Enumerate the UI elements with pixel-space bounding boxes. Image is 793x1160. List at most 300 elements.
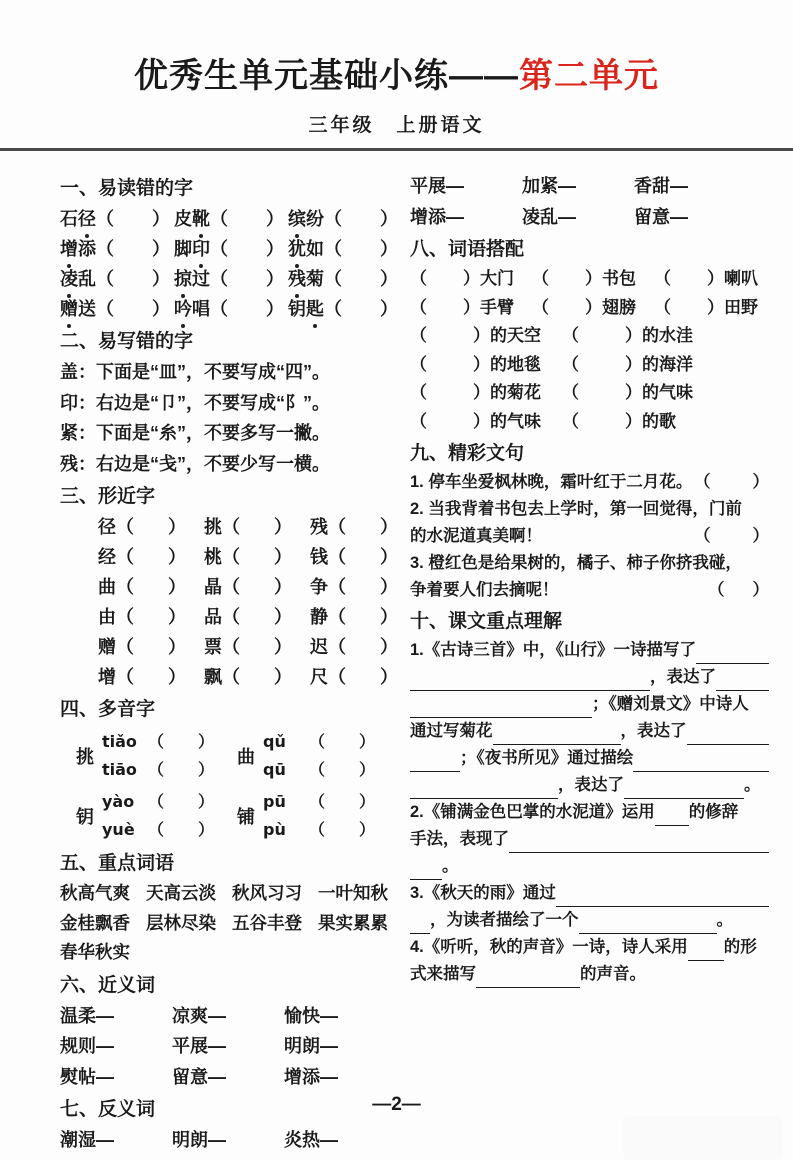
paren-close: ）: [473, 326, 490, 345]
word-char: 犹: [288, 234, 306, 264]
word-text: [98, 602, 116, 632]
answer-paren: [328, 572, 398, 602]
paren-open: （: [708, 581, 725, 599]
word-text: [310, 632, 328, 662]
question-line: [410, 664, 769, 691]
paren-close: ）: [274, 667, 292, 687]
right-column: [410, 171, 769, 1156]
word-text: [60, 294, 96, 324]
question-line: [410, 772, 769, 799]
answer-paren: [148, 729, 214, 756]
word-text: [288, 204, 324, 234]
pinyin-text: yào: [102, 792, 135, 811]
question-item: [410, 496, 769, 550]
collocation-label: 田野: [724, 297, 758, 317]
keyword: 秋风习习: [232, 883, 302, 903]
paren-close: ）: [152, 239, 170, 259]
answer-paren: [694, 469, 769, 496]
match-item: 留意—: [172, 1066, 226, 1087]
section-heading: 九、精彩文句: [410, 443, 525, 464]
paren-open: （: [96, 299, 114, 319]
word-list-line: [60, 879, 398, 909]
paren-open: （: [96, 239, 114, 259]
pinyin-group: [237, 728, 398, 784]
section-heading: 一、易读错的字: [60, 178, 194, 199]
paren-open: （: [309, 734, 326, 751]
pinyin-text: tiāo: [102, 760, 137, 779]
collocation-item: [410, 265, 532, 294]
word-item: [310, 632, 398, 662]
paren-close: ）: [274, 607, 292, 627]
word-char: 残: [310, 517, 328, 537]
collocation-item: [532, 294, 654, 323]
paren-close: ）: [707, 269, 724, 288]
paren-open: （: [148, 734, 165, 751]
answer-paren: [96, 264, 170, 294]
paren-close: ）: [198, 734, 215, 751]
answer-paren: [309, 729, 375, 756]
pinyin-group: [237, 788, 398, 844]
paren-open: （: [410, 297, 427, 317]
word-list-line: [60, 938, 398, 968]
word-char: 掠: [174, 264, 192, 294]
collocation-label: 的歌: [642, 411, 676, 431]
word-text: [98, 632, 116, 662]
collocation-item: [654, 265, 769, 294]
paren-close: ）: [473, 411, 490, 431]
paren-open: （: [562, 383, 579, 402]
paren-close: ）: [380, 607, 398, 627]
question-text: 2. 当我背着书包去上学时，第一回觉得，门前: [410, 500, 742, 518]
paren-open: （: [222, 547, 240, 567]
answer-paren: [116, 632, 186, 662]
question-text: 。: [716, 911, 733, 929]
word-text: [310, 602, 328, 632]
pinyin-reading: [263, 816, 375, 844]
fill-blank: [696, 642, 769, 664]
answer-paren: [562, 408, 642, 437]
answer-paren: [328, 632, 398, 662]
word-text: [310, 572, 328, 602]
collocation-label: 的海洋: [642, 354, 693, 374]
question-line: [410, 853, 769, 880]
fill-blank: [410, 669, 650, 691]
paren-close: ）: [198, 822, 215, 839]
answer-paren: [324, 294, 398, 324]
paren-open: （: [309, 822, 326, 839]
paren-open: （: [309, 794, 326, 811]
question-text: 2.《铺满金色巴掌的水泥道》运用: [410, 803, 655, 821]
question-line: [410, 826, 769, 853]
question-text: 1. 停车坐爱枫林晚，霜叶红于二月花。: [410, 473, 693, 491]
match-item: 明朗—: [172, 1130, 226, 1150]
question-text: 争着要人们去摘呢！: [410, 581, 559, 599]
fill-blank: [493, 723, 621, 745]
watermark-remnant: [623, 1116, 783, 1160]
paren-open: （: [116, 637, 134, 657]
question-line: [410, 907, 769, 934]
paren-open: （: [410, 269, 427, 288]
answer-paren: [222, 602, 292, 632]
paren-open: （: [96, 269, 114, 289]
word-char: 过: [192, 269, 210, 289]
word-char: 菊: [306, 269, 324, 289]
word-item: [98, 662, 186, 692]
paren-close: ）: [380, 547, 398, 567]
pinyin-text: qū: [263, 760, 286, 779]
question-line: [410, 523, 769, 550]
note-line: 残：右边是“戋”，不要少写一横。: [60, 453, 330, 474]
paren-open: （: [148, 794, 165, 811]
word-char: 曲: [98, 577, 116, 597]
word-item: [98, 572, 186, 602]
answer-paren: [410, 265, 480, 294]
word-item: [288, 264, 398, 294]
paren-close: ）: [359, 822, 376, 839]
question-line: [410, 550, 769, 577]
pinyin-text: yuè: [102, 820, 135, 839]
question-line: [410, 577, 769, 604]
paren-open: （: [328, 547, 346, 567]
paren-close: ）: [380, 667, 398, 687]
paren-close: ）: [274, 547, 292, 567]
word-char: 经: [98, 547, 116, 567]
question-text: 。: [744, 776, 761, 794]
word-char: 吟: [174, 294, 192, 324]
paren-close: ）: [266, 209, 284, 229]
pinyin-headchar: 挑: [76, 747, 94, 767]
match-item: 潮湿—: [60, 1130, 114, 1150]
question-text: 通过写菊花: [410, 722, 493, 740]
question-item: [410, 637, 769, 799]
word-paren-row: [60, 542, 398, 572]
section-heading: 二、易写错的字: [60, 331, 194, 352]
word-paren-row: [60, 264, 398, 294]
paren-open: （: [116, 517, 134, 537]
paren-open: （: [562, 354, 579, 374]
paren-close: ）: [359, 794, 376, 811]
collocation-label: 的菊花: [490, 383, 541, 402]
collocation-label: 翅膀: [602, 297, 636, 317]
paren-close: ）: [198, 762, 215, 779]
page-number: —2—: [372, 1094, 421, 1115]
question-text: 式来描写: [410, 965, 476, 983]
paren-open: （: [222, 517, 240, 537]
match-item: 香甜—: [634, 176, 688, 196]
word-paren-row: [60, 602, 398, 632]
answer-paren: [410, 294, 480, 323]
answer-paren: [210, 234, 284, 264]
pinyin-headchar: 曲: [237, 747, 255, 767]
answer-paren: [532, 294, 602, 323]
answer-paren: [410, 379, 490, 408]
word-text: [204, 602, 222, 632]
word-char: 缤: [288, 204, 306, 234]
word-char: 挑: [204, 517, 222, 537]
paren-close: ）: [380, 209, 398, 229]
word-char: 皮: [174, 209, 192, 229]
collocation-item: [410, 379, 562, 408]
match-item: 愉快—: [284, 1005, 338, 1026]
answer-paren: [324, 204, 398, 234]
collocation-label: 的天空: [490, 326, 541, 345]
answer-paren: [222, 632, 292, 662]
word-text: [98, 572, 116, 602]
paren-open: （: [410, 411, 427, 431]
word-text: [98, 542, 116, 572]
section-heading: 五、重点词语: [60, 853, 175, 874]
question-text: 1.《古诗三首》中，《山行》一诗描写了: [410, 641, 697, 659]
page-subtitle: 三年级 上册语文: [308, 115, 485, 136]
paren-close: ）: [152, 209, 170, 229]
paren-close: ）: [168, 667, 186, 687]
paren-open: （: [222, 667, 240, 687]
word-char: 增: [98, 667, 116, 687]
paren-close: ）: [266, 269, 284, 289]
paren-open: （: [654, 269, 671, 288]
collocation-item: [410, 351, 562, 380]
paren-close: ）: [380, 517, 398, 537]
collocation-label: 大门: [480, 269, 514, 288]
word-char: 印: [192, 234, 210, 264]
question-text: ；《夜书所见》通过描绘: [460, 749, 634, 767]
paren-open: （: [210, 299, 228, 319]
paren-open: （: [116, 577, 134, 597]
word-text: [60, 234, 96, 264]
match-item: 加紧—: [522, 176, 576, 196]
pinyin-headchar: 铺: [237, 807, 255, 827]
question-line: [410, 718, 769, 745]
paren-close: ）: [198, 794, 215, 811]
paren-close: ）: [625, 326, 642, 345]
paren-close: ）: [380, 239, 398, 259]
fill-blank: [509, 831, 769, 853]
paren-open: （: [532, 269, 549, 288]
collocation-row: [410, 351, 769, 380]
word-item: [98, 632, 186, 662]
word-paren-row: [60, 204, 398, 234]
question-text: ；《赠刘景文》中诗人: [592, 695, 749, 713]
paren-open: （: [324, 269, 342, 289]
collocation-item: [410, 322, 562, 351]
answer-paren: [328, 602, 398, 632]
paren-open: （: [324, 209, 342, 229]
word-item: [60, 204, 170, 234]
collocation-label: 的气味: [490, 411, 541, 431]
word-char: 残: [288, 264, 306, 294]
question-line: [410, 961, 769, 988]
keyword: 天高云淡: [146, 883, 216, 903]
question-line: [410, 637, 769, 664]
word-item: [288, 294, 398, 324]
answer-paren: [328, 512, 398, 542]
word-char: 由: [98, 607, 116, 627]
paren-close: ）: [380, 269, 398, 289]
paren-close: ）: [152, 299, 170, 319]
pinyin-reading: [263, 788, 375, 816]
match-item: 平展—: [172, 1036, 226, 1056]
paren-open: （: [328, 577, 346, 597]
word-char: 品: [204, 607, 222, 627]
word-item: [60, 234, 170, 264]
answer-paren: [562, 322, 642, 351]
pinyin-group: [76, 728, 237, 784]
page-title-main: 优秀生单元基础小练——: [134, 57, 519, 95]
fill-blank: [655, 804, 689, 826]
left-column: [60, 171, 398, 1156]
question-text: 4.《听听，秋的声音》一诗，诗人采用: [410, 938, 688, 956]
answer-paren: [116, 572, 186, 602]
question-item: [410, 469, 769, 496]
paren-open: （: [96, 209, 114, 229]
word-item: [288, 234, 398, 264]
answer-paren: [328, 662, 398, 692]
word-item: [288, 204, 398, 234]
pinyin-reading: [102, 728, 214, 756]
collocation-item: [410, 294, 532, 323]
paren-open: （: [116, 607, 134, 627]
paren-close: ）: [625, 411, 642, 431]
question-item: [410, 799, 769, 880]
paren-close: ）: [168, 517, 186, 537]
section-heading: 八、词语搭配: [410, 239, 525, 260]
word-item: [204, 572, 292, 602]
word-text: [98, 512, 116, 542]
word-item: [204, 662, 292, 692]
paren-open: （: [324, 299, 342, 319]
answer-paren: [324, 234, 398, 264]
fill-blank: [633, 750, 769, 772]
question-text: 的水泥道真美啊！: [410, 527, 542, 545]
word-item: [174, 264, 284, 294]
word-text: [288, 294, 324, 324]
word-char: 钥: [288, 299, 306, 319]
pinyin-readings: [263, 728, 375, 784]
keyword: 春华秋实: [60, 942, 130, 962]
paren-open: （: [562, 411, 579, 431]
paren-open: （: [328, 517, 346, 537]
word-char: 赠: [60, 294, 78, 324]
word-text: [288, 234, 324, 264]
answer-paren: [96, 294, 170, 324]
paren-close: ）: [473, 383, 490, 402]
pinyin-row: [60, 728, 398, 784]
paren-close: ）: [752, 581, 769, 599]
paren-close: ）: [266, 239, 284, 259]
paren-close: ）: [168, 577, 186, 597]
match-item: 平展—: [410, 176, 464, 196]
paren-close: ）: [380, 577, 398, 597]
word-paren-row: [60, 294, 398, 324]
match-item: 炎热—: [284, 1130, 338, 1150]
paren-open: （: [210, 239, 228, 259]
paren-open: （: [210, 209, 228, 229]
word-char: 匙: [306, 294, 324, 324]
question-item: [410, 934, 769, 988]
word-char: 桃: [204, 547, 222, 567]
fill-blank: [410, 858, 442, 880]
question-line: [410, 880, 769, 907]
word-char: 径: [98, 517, 116, 537]
paren-close: ）: [380, 637, 398, 657]
word-char: 尺: [310, 667, 328, 687]
word-item: [310, 662, 398, 692]
keyword: 秋高气爽: [60, 883, 130, 903]
paren-open: （: [694, 527, 711, 545]
pinyin-row: [60, 788, 398, 844]
note-line: 紧：下面是“糸”，不要多写一撇。: [60, 423, 330, 443]
fill-blank: [410, 912, 430, 934]
answer-paren: [324, 264, 398, 294]
fill-blank: [624, 777, 744, 799]
word-char: 争: [310, 577, 328, 597]
answer-paren: [148, 789, 214, 816]
question-item: [410, 880, 769, 934]
word-text: [310, 512, 328, 542]
word-item: [204, 512, 292, 542]
collocation-label: 的地毯: [490, 354, 541, 374]
section-heading: 三、形近字: [60, 486, 156, 507]
paren-close: ）: [380, 299, 398, 319]
fill-blank: [579, 912, 717, 934]
paren-close: ）: [266, 299, 284, 319]
collocation-label: 的气味: [642, 383, 693, 402]
collocation-item: [410, 408, 562, 437]
fill-blank: [556, 885, 769, 907]
word-text: [174, 264, 210, 294]
match-item: 规则—: [60, 1036, 114, 1056]
paren-open: （: [222, 577, 240, 597]
paren-open: （: [532, 297, 549, 317]
match-item: 增添—: [410, 206, 464, 227]
word-text: [204, 632, 222, 662]
keyword: 金桂飘香: [60, 912, 130, 933]
page-title: [0, 48, 793, 97]
collocation-item: [654, 294, 769, 323]
page-title-unit: 第二单元: [519, 57, 659, 95]
section-heading: 四、多音字: [60, 699, 156, 720]
answer-paren: [694, 523, 769, 550]
paren-close: ）: [625, 354, 642, 374]
paren-open: （: [654, 297, 671, 317]
answer-paren: [309, 757, 375, 784]
section-heading: 六、近义词: [60, 974, 156, 996]
question-text: 的修辞: [688, 803, 739, 821]
word-item: [204, 632, 292, 662]
question-text: 3. 橙红色是给果树的，橘子、柿子你挤我碰，: [410, 554, 742, 572]
word-char: 脚: [174, 239, 192, 259]
paren-close: ）: [274, 637, 292, 657]
pinyin-readings: [263, 788, 375, 844]
answer-paren: [654, 294, 724, 323]
pinyin-text: qǔ: [263, 732, 286, 751]
answer-paren: [116, 542, 186, 572]
word-char: 靴: [192, 204, 210, 234]
word-char: 钱: [310, 547, 328, 567]
match-item: 明朗—: [284, 1036, 338, 1056]
word-item: [310, 542, 398, 572]
word-char: 送: [78, 299, 96, 319]
paren-close: ）: [707, 297, 724, 317]
match-row: [410, 202, 769, 233]
fill-blank: [716, 669, 769, 691]
keyword: 果实累累: [318, 912, 388, 933]
paren-open: （: [328, 637, 346, 657]
keyword: 层林尽染: [146, 912, 216, 933]
word-char: 纷: [306, 209, 324, 229]
paren-close: ）: [625, 383, 642, 402]
word-char: 飘: [204, 667, 222, 687]
